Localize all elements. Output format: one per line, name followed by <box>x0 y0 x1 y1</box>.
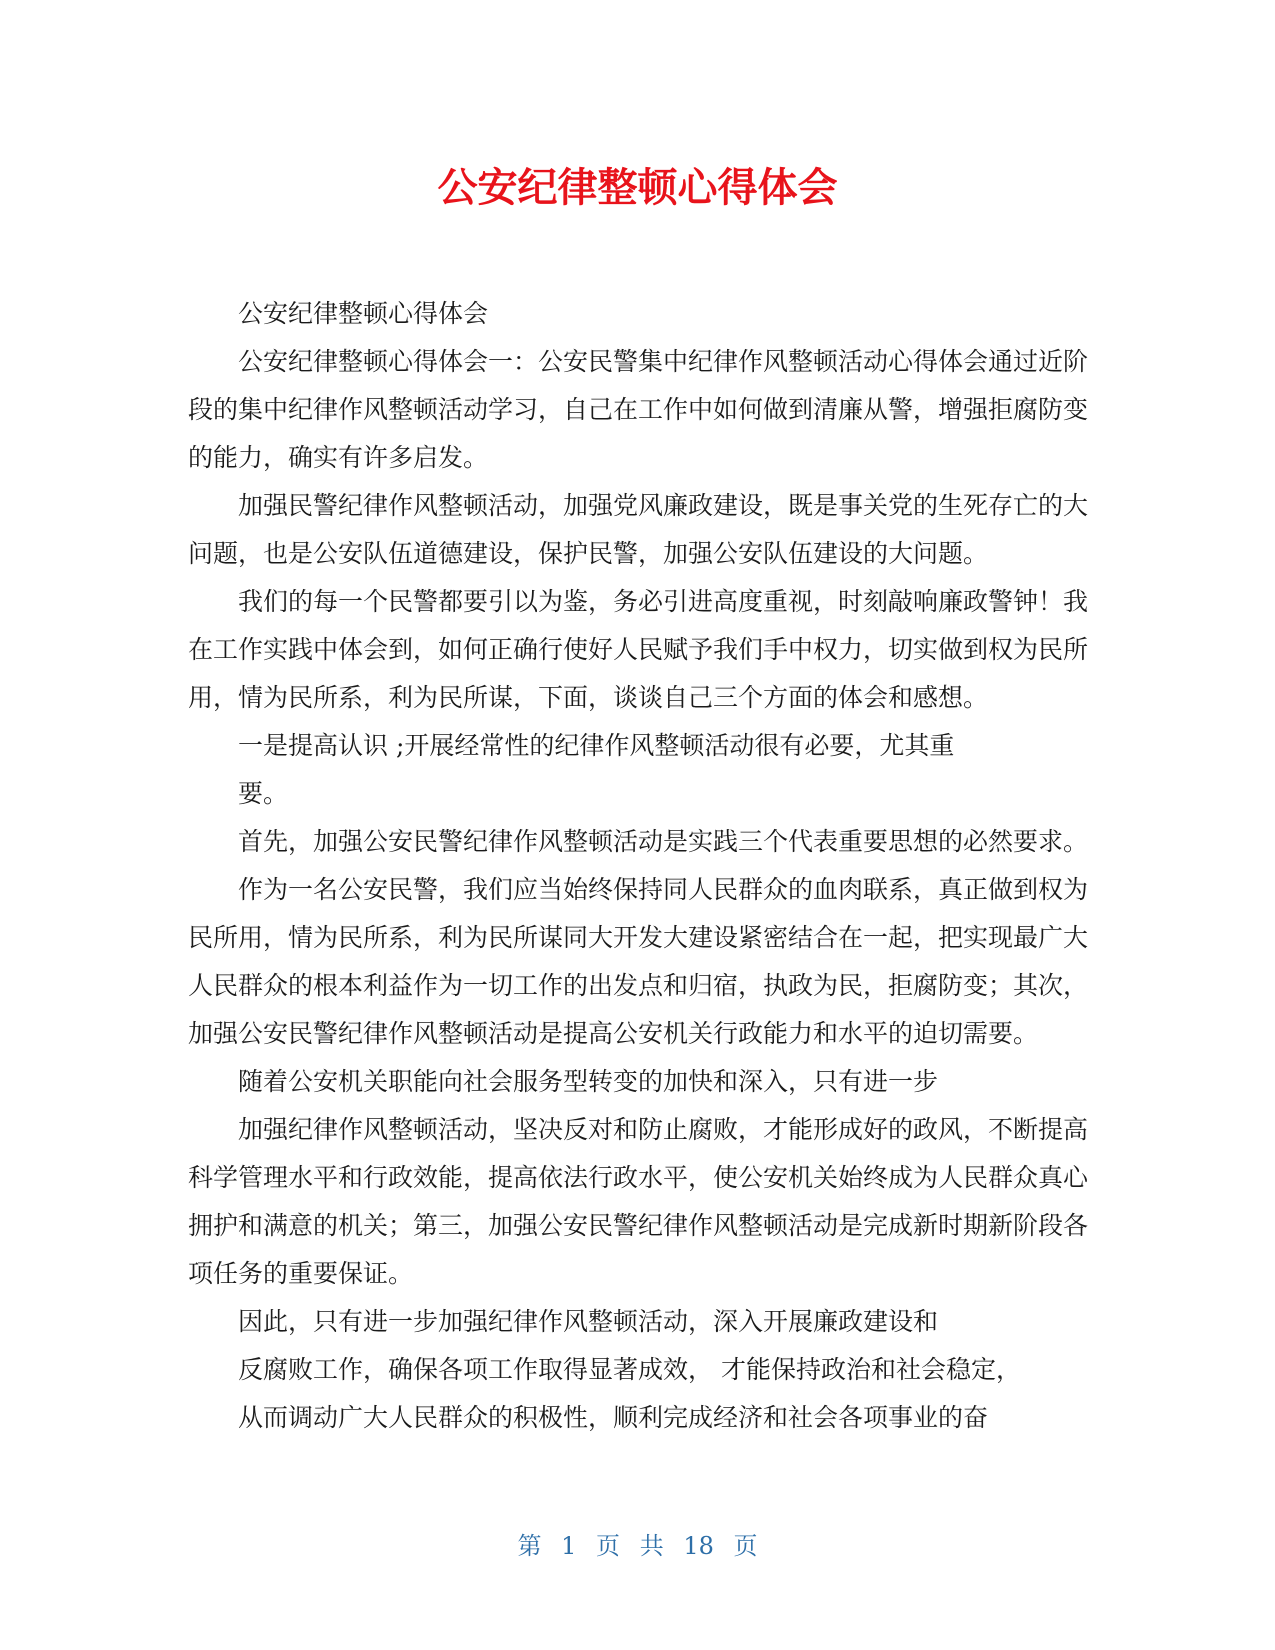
paragraph: 公安纪律整顿心得体会 <box>238 299 489 328</box>
footer-prefix: 第 <box>517 1532 542 1560</box>
paragraph: 我们的每一个民警都要引以为鉴，务必引进高度重视，时刻敲响廉政警钟！我在工作实践中体会到，如何正确行使好人民赋予我们手中权力，切实做到权为民所用，情为民所系，利为民所谋，下面，谈谈自己三个方面的体会和感想。 <box>188 587 1089 712</box>
paragraph: 反腐败工作，确保各项工作取得显著成效， 才能保持政治和社会稳定， <box>238 1355 1021 1384</box>
footer-current-page: 1 <box>561 1532 577 1560</box>
paragraph: 一是提高认识 ;开展经常性的纪律作风整顿活动很有必要，尤其重 <box>238 731 955 760</box>
paragraph: 加强民警纪律作风整顿活动，加强党风廉政建设，既是事关党的生死存亡的大问题，也是公安队伍道德建设，保护民警，加强公安队伍建设的大问题。 <box>188 491 1089 568</box>
footer-total-pages: 18 <box>683 1532 714 1560</box>
footer-total-label: 页 <box>733 1532 758 1560</box>
paragraph: 随着公安机关职能向社会服务型转变的加快和深入，只有进一步 <box>238 1067 939 1096</box>
footer-page-label: 页 <box>596 1532 621 1560</box>
paragraph: 因此，只有进一步加强纪律作风整顿活动，深入开展廉政建设和 <box>238 1307 939 1336</box>
footer-total-prefix: 共 <box>639 1532 664 1560</box>
page-footer <box>0 1530 1275 1562</box>
paragraph: 要。 <box>238 779 289 808</box>
paragraph: 公安纪律整顿心得体会一：公安民警集中纪律作风整顿活动心得体会通过近阶段的集中纪律作风整顿活动学习，自己在工作中如何做到清廉从警，增强拒腐防变的能力，确实有许多启发。 <box>188 347 1089 472</box>
paragraph: 首先，加强公安民警纪律作风整顿活动是实践三个代表重要思想的必然要求。 <box>238 827 1089 856</box>
paragraph: 从而调动广大人民群众的积极性，顺利完成经济和社会各项事业的奋 <box>238 1403 989 1432</box>
paragraph: 加强纪律作风整顿活动，坚决反对和防止腐败，才能形成好的政风，不断提高科学管理水平和行政效能，提高依法行政水平，使公安机关始终成为人民群众真心拥护和满意的机关；第三，加强公安民警纪律作风整顿活动是完成新时期新阶段各项任务的重要保证。 <box>188 1115 1089 1288</box>
paragraph: 作为一名公安民警，我们应当始终保持同人民群众的血肉联系，真正做到权为民所用，情为民所系，利为民所谋同大开发大建设紧密结合在一起，把实现最广大人民群众的根本利益作为一切工作的出发点和归宿，执政为民，拒腐防变；其次，加强公安民警纪律作风整顿活动是提高公安机关行政能力和水平的迫切需要。 <box>188 875 1089 1048</box>
document-title: 公安纪律整顿心得体会 <box>437 165 838 211</box>
document-body <box>188 290 1088 1442</box>
